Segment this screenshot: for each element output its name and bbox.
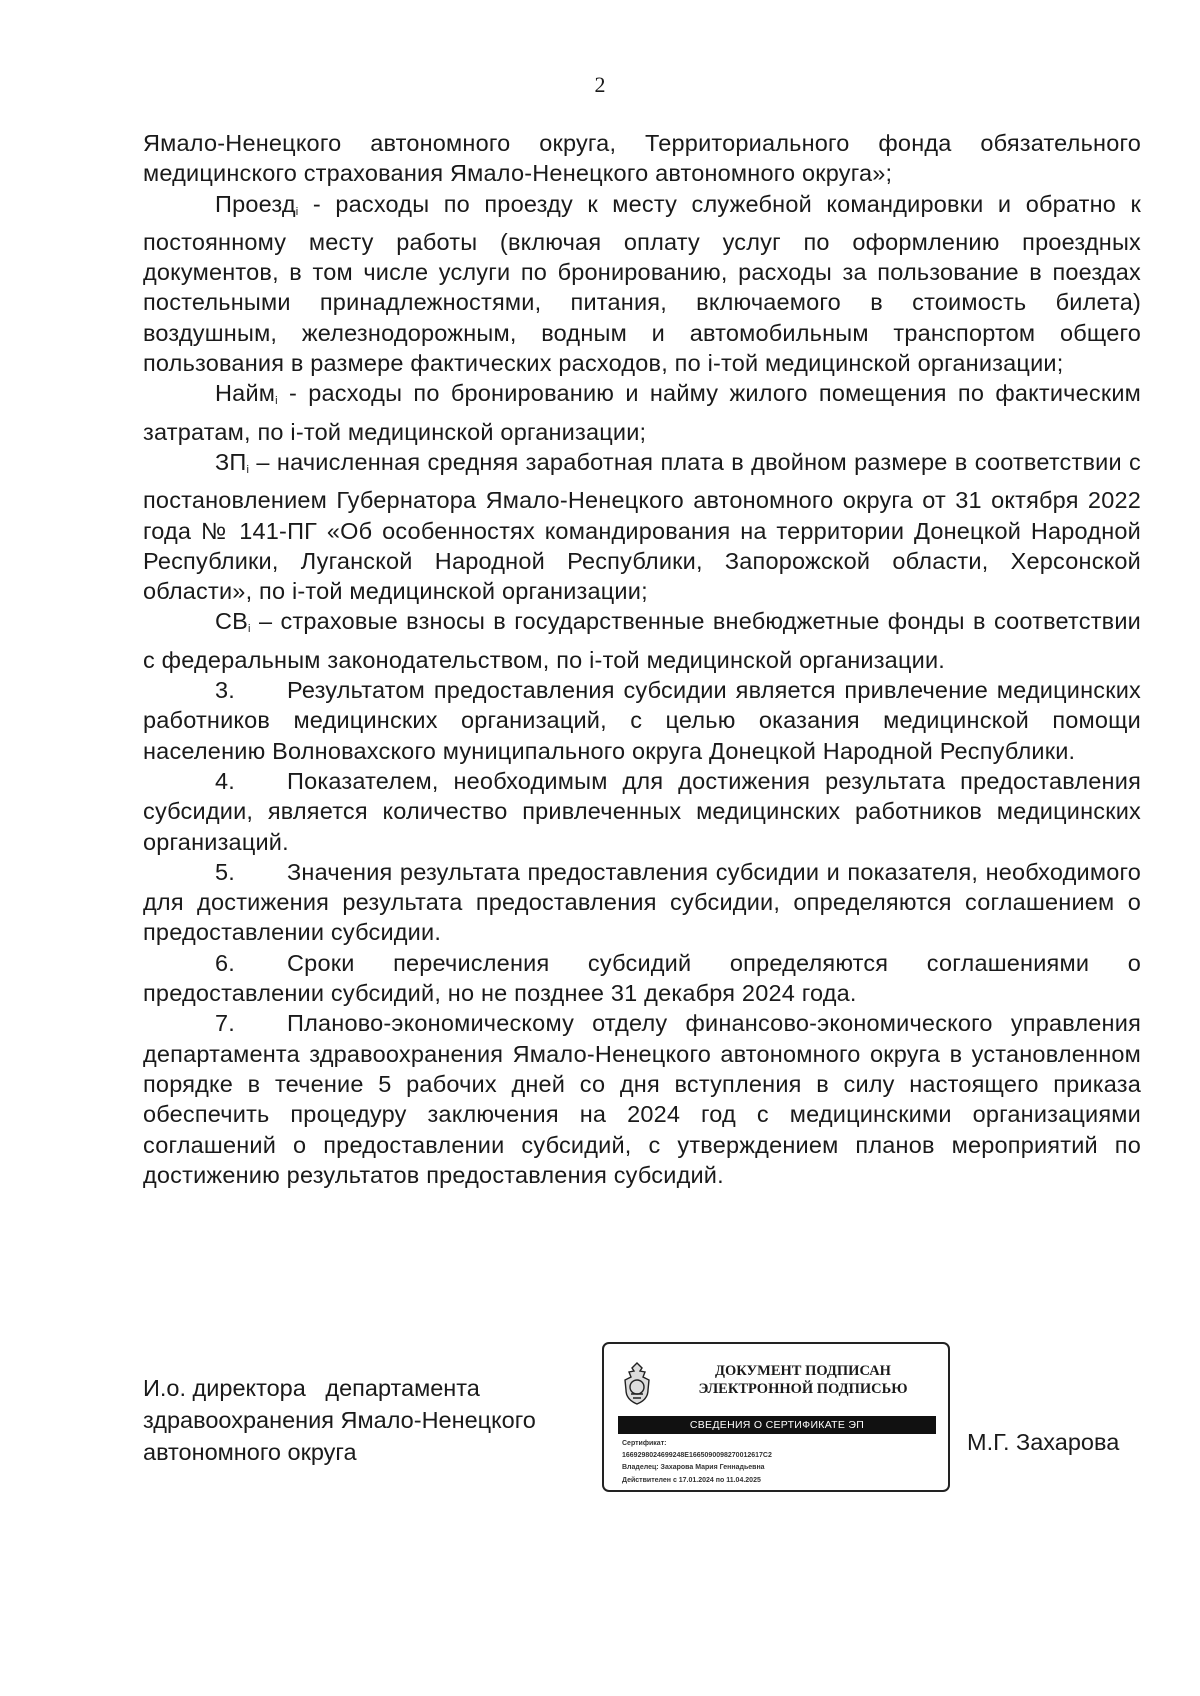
term-subscript: i — [275, 395, 278, 408]
clause-3 — [143, 675, 1141, 766]
paragraph-salary — [143, 447, 1141, 606]
term-naim: Найм — [215, 380, 276, 407]
term-sv: СВ — [215, 608, 249, 635]
page-number: 2 — [594, 72, 606, 97]
paragraph-housing-costs — [143, 378, 1141, 447]
electronic-signature-stamp — [602, 1342, 950, 1492]
definition-text: - расходы по бронированию и найму жилого помещения по фактическим затратам, по i-той медицинской организации; — [143, 380, 1141, 445]
certificate-owner: Владелец: Захарова Мария Геннадьевна — [622, 1464, 765, 1472]
position-line: автономного округа — [143, 1439, 357, 1465]
certificate-validity: Действителен с 17.01.2024 по 11.04.2025 — [622, 1476, 761, 1484]
certificate-details — [622, 1438, 942, 1487]
clause-text: Планово-экономическому отделу финансово-экономического управления департамента здравоохранения Ямало-Ненецкого автономного округа в установленном порядке в течение 5 рабочих дней со дня вступления в силу настоящего приказа обеспечить процедуру заключения на 2024 год с медицинскими организациями соглашений о предоставлении субсидий, с утверждением планов мероприятий по достижению результатов предоставления субсидий. — [143, 1010, 1141, 1188]
definition-text: – начисленная средняя заработная плата в двойном размере в соответствии с постановлением Губернатора Ямало-Ненецкого автономного округа от 31 октября 2022 года № 141-ПГ «Об особенностях командирования на территории Донецкой Народной Республики, Луганской Народной Республики, Запорожской области, Херсонской области», по i-той медицинской организации; — [143, 448, 1141, 605]
term-subscript: i — [248, 623, 251, 636]
clause-7 — [143, 1008, 1141, 1190]
clause-6 — [143, 948, 1141, 1009]
paragraph-insurance — [143, 606, 1141, 675]
coat-of-arms-icon — [618, 1360, 656, 1406]
term-subscript: i — [246, 463, 250, 476]
clause-number: 7. — [215, 1010, 235, 1037]
position-line: И.о. директора департамента — [143, 1375, 480, 1401]
clause-number: 6. — [215, 949, 235, 976]
stamp-title-line: ЭЛЕКТРОННОЙ ПОДПИСЬЮ — [698, 1381, 908, 1397]
term-subscript: i — [295, 205, 299, 218]
clause-text: Сроки перечисления субсидий определяются соглашениями о предоставлении субсидий, но не позднее 31 декабря 2024 года. — [143, 949, 1141, 1007]
clause-text: Показателем, необходимым для достижения результата предоставления субсидии, является количество привлеченных медицинских работников медицинских организаций. — [143, 767, 1141, 855]
certificate-label: Сертификат: — [622, 1440, 667, 1447]
definition-text: – страховые взносы в государственные внебюджетные фонды в соответствии с федеральным законодательством, по i-той медицинской организации. — [143, 608, 1141, 673]
clause-text: Значения результата предоставления субсидии и показателя, необходимого для достижения результата предоставления субсидии, определяются соглашением о предоставлении субсидии. — [143, 858, 1141, 946]
certificate-number: 1669298024699248E1665090098270012617C2 — [622, 1452, 772, 1460]
paragraph-intro: Ямало-Ненецкого автономного округа, Территориального фонда обязательного медицинского страхования Ямало-Ненецкого автономного округа»; — [143, 130, 1141, 187]
clause-number: 4. — [215, 767, 235, 794]
clause-number: 5. — [215, 858, 235, 885]
paragraph-travel-costs — [143, 189, 1141, 379]
clause-5 — [143, 857, 1141, 948]
position-line: здравоохранения Ямало-Ненецкого — [143, 1407, 536, 1433]
signatory-name: М.Г. Захарова — [967, 1429, 1120, 1455]
term-proezd: Проезд — [215, 190, 296, 217]
clause-number: 3. — [215, 677, 235, 704]
certificate-info-bar: СВЕДЕНИЯ О СЕРТИФИКАТЕ ЭП — [618, 1416, 936, 1434]
signatory-position — [143, 1372, 536, 1468]
definition-text: - расходы по проезду к месту служебной командировки и обратно к постоянному месту работы (включая оплату услуг по оформлению проездных документов, в том числе услуги по бронированию, расходы за пользование в поездах постельными принадлежностями, питания, включаемого в стоимость билета) воздушным, железнодорожным, водным и автомобильным транспортом общего пользования в размере фактических расходов, по i-той медицинской организации; — [143, 190, 1141, 377]
term-zp: ЗП — [215, 448, 247, 475]
clause-text: Результатом предоставления субсидии является привлечение медицинских работников медицинских организаций, с целью оказания медицинской помощи населению Волновахского муниципального округа Донецкой Народной Республики. — [143, 677, 1141, 764]
clause-4 — [143, 766, 1141, 857]
stamp-title — [666, 1362, 940, 1398]
document-body — [143, 128, 1141, 1190]
stamp-title-line: ДОКУМЕНТ ПОДПИСАН — [715, 1363, 891, 1379]
